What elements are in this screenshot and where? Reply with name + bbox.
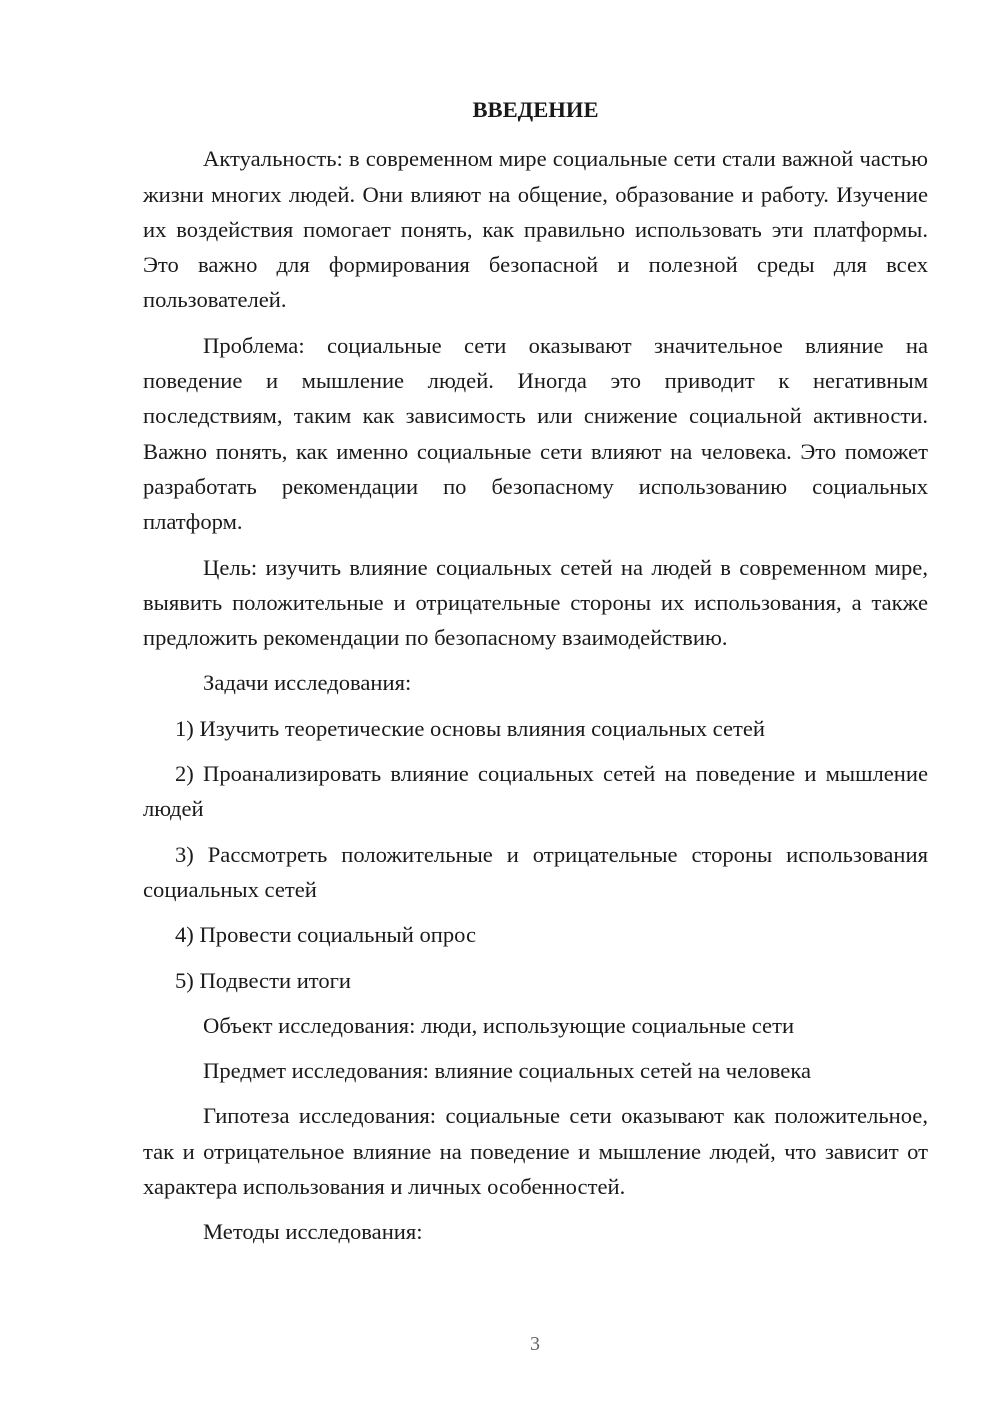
research-object: Объект исследования: люди, использующие социальные сети (203, 1012, 795, 1038)
document-page (143, 92, 928, 1260)
section-title: ВВЕДЕНИЕ (472, 97, 599, 122)
relevance-paragraph: Актуальность: в современном мире социальные сети стали важной частью жизни многих людей. Они влияют на общение, образование и работу. Изучение их воздействия помогает понять, как правильно использовать эти платформы. Это важно для формирования безопасной и полезной среды для всех пользователей. (143, 146, 928, 313)
research-subject: Предмет исследования: влияние социальных сетей на человека (203, 1058, 811, 1084)
task-item-3: 3) Рассмотреть положительные и отрицательные стороны использования социальных сетей (143, 841, 928, 902)
page-number: 3 (530, 1333, 540, 1355)
task-item-4: 4) Провести социальный опрос (175, 922, 477, 948)
methods-heading: Методы исследования: (203, 1219, 423, 1245)
research-hypothesis: Гипотеза исследования: социальные сети оказывают как положительное, так и отрицательное влияние на поведение и мышление людей, что зависит от характера использования и личных особенностей. (143, 1103, 928, 1200)
task-item-2: 2) Проанализировать влияние социальных сетей на поведение и мышление людей (143, 761, 928, 822)
goal-paragraph: Цель: изучить влияние социальных сетей на людей в современном мире, выявить положительные и отрицательные стороны их использования, а также предложить рекомендации по безопасному взаимодействию. (143, 554, 928, 651)
task-item-5: 5) Подвести итоги (175, 967, 352, 993)
task-item-1: 1) Изучить теоретические основы влияния социальных сетей (175, 715, 766, 741)
tasks-heading: Задачи исследования: (203, 670, 412, 696)
problem-paragraph: Проблема: социальные сети оказывают значительное влияние на поведение и мышление людей. Иногда это приводит к негативным последствиям, таким как зависимость или снижение социальной активности. Важно понять, как именно социальные сети влияют на человека. Это поможет разработать рекомендации по безопасному использованию социальных платформ. (143, 332, 928, 535)
